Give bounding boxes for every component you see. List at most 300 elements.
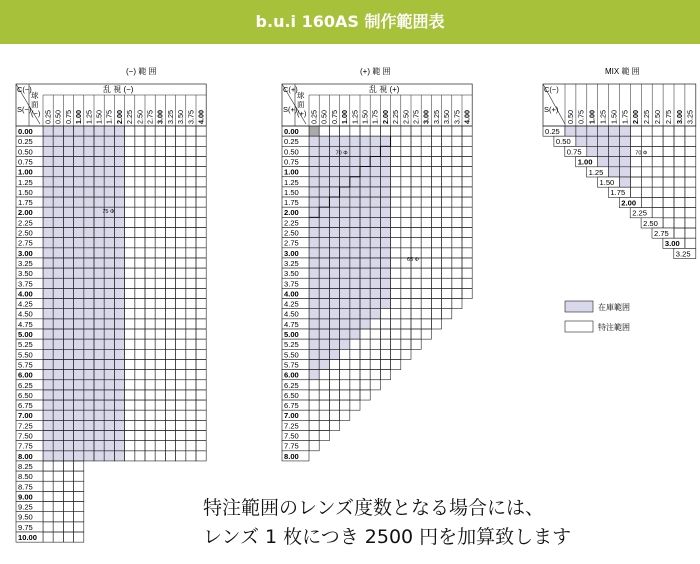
- plus-sph-label: 7.75: [284, 441, 299, 451]
- minus-cell: [135, 268, 145, 278]
- plus-cell: [360, 126, 370, 136]
- mix-stock-cell: [620, 126, 631, 136]
- minus-cell: [196, 187, 206, 197]
- mix-cyl-label: 1.75: [620, 110, 630, 124]
- minus-cell: [135, 390, 145, 400]
- minus-cell: [155, 278, 165, 288]
- plus-stock-cell: [309, 248, 319, 258]
- plus-stock-cell: [340, 319, 350, 329]
- plus-cell: [401, 187, 411, 197]
- plus-stock-cell: [350, 177, 360, 187]
- plus-cell: [431, 197, 441, 207]
- minus-cell: [196, 359, 206, 369]
- plus-stock-cell: [329, 228, 339, 238]
- plus-stock-cell: [309, 146, 319, 156]
- plus-cell: [401, 349, 411, 359]
- plus-cell: [421, 177, 431, 187]
- mix-sph-label: 1.00: [577, 157, 593, 167]
- plus-cell: [411, 156, 421, 166]
- plus-cell: [452, 248, 462, 258]
- mix-stock-cell: [598, 157, 609, 167]
- plus-cell: [401, 238, 411, 248]
- plus-cell: [350, 359, 360, 369]
- mix-sph-label: 1.25: [588, 167, 604, 177]
- minus-cell: [176, 248, 186, 258]
- plus-cell: [391, 299, 401, 309]
- mix-cell: [685, 126, 696, 136]
- mix-sph-label: 0.50: [555, 137, 571, 147]
- plus-cell: [421, 136, 431, 146]
- minus-cell: [186, 217, 196, 227]
- minus-sph-label: 3.50: [18, 269, 33, 279]
- minus-cell: [165, 177, 175, 187]
- minus-cell: [145, 339, 155, 349]
- minus-cell: [125, 309, 135, 319]
- plus-cell: [329, 400, 339, 410]
- plus-cyl-label: 4.00: [462, 110, 472, 124]
- plus-cell: [431, 156, 441, 166]
- minus-cell: [176, 156, 186, 166]
- plus-cell: [452, 177, 462, 187]
- plus-cell: [421, 146, 431, 156]
- plus-cell: [411, 278, 421, 288]
- minus-cell: [196, 126, 206, 136]
- plus-cell: [452, 217, 462, 227]
- plus-stock-cell: [309, 156, 319, 166]
- plus-cell: [309, 400, 319, 410]
- plus-table-title: (+) 範 囲: [360, 67, 391, 76]
- plus-cell: [401, 156, 411, 166]
- plus-cell: [452, 278, 462, 288]
- plus-cell: [350, 370, 360, 380]
- plus-cell: [309, 441, 319, 451]
- plus-stock-cell: [350, 197, 360, 207]
- minus-cell: [125, 349, 135, 359]
- plus-cell: [391, 136, 401, 146]
- plus-stock-cell: [370, 309, 380, 319]
- mix-cell: [674, 197, 685, 207]
- minus-sph-header: 面: [31, 100, 39, 109]
- minus-cell: [155, 339, 165, 349]
- minus-cell: [43, 471, 53, 481]
- minus-cell: [155, 268, 165, 278]
- plus-sph-label: 4.75: [284, 319, 299, 329]
- plus-sph-label: 7.25: [284, 421, 299, 431]
- minus-cell: [155, 187, 165, 197]
- plus-stock-cell: [340, 217, 350, 227]
- plus-stock-cell: [329, 217, 339, 227]
- plus-cell: [421, 278, 431, 288]
- minus-cell: [135, 329, 145, 339]
- minus-cell: [155, 420, 165, 430]
- plus-stock-cell: [329, 339, 339, 349]
- plus-stock-cell: [329, 156, 339, 166]
- plus-stock-cell: [360, 268, 370, 278]
- plus-stock-cell: [380, 217, 390, 227]
- plus-stock-cell: [340, 299, 350, 309]
- plus-cell: [391, 248, 401, 258]
- plus-cyl-label: 2.75: [411, 110, 421, 124]
- minus-cell: [186, 390, 196, 400]
- plus-cell: [360, 380, 370, 390]
- plus-cell: [442, 197, 452, 207]
- plus-cell: [421, 187, 431, 197]
- minus-cell: [125, 359, 135, 369]
- minus-cell: [155, 177, 165, 187]
- plus-cell: [442, 126, 452, 136]
- minus-cell: [74, 522, 84, 532]
- minus-cyl-label: 3.00: [155, 110, 165, 124]
- plus-cell: [442, 146, 452, 156]
- plus-stock-cell: [309, 370, 319, 380]
- minus-cell: [186, 167, 196, 177]
- plus-cell: [421, 329, 431, 339]
- mix-sph-label: 1.50: [599, 178, 615, 187]
- plus-stock-cell: [350, 156, 360, 166]
- plus-cyl-label: 3.00: [421, 110, 431, 124]
- minus-cell: [145, 370, 155, 380]
- minus-cell: [145, 146, 155, 156]
- minus-sph-label: 7.50: [18, 431, 33, 441]
- minus-cell: [125, 228, 135, 238]
- plus-cell: [391, 126, 401, 136]
- plus-cyl-label: 2.50: [401, 110, 411, 124]
- mix-cell: [685, 136, 696, 146]
- mix-cell: [663, 208, 674, 218]
- plus-sph-label: 1.50: [284, 187, 299, 197]
- plus-stock-cell: [319, 258, 329, 268]
- minus-cell: [176, 441, 186, 451]
- minus-cell: [196, 309, 206, 319]
- plus-cell: [411, 319, 421, 329]
- minus-cyl-label: 1.00: [74, 110, 84, 124]
- plus-cell: [329, 420, 339, 430]
- minus-cell: [53, 522, 63, 532]
- minus-cell: [74, 461, 84, 471]
- minus-cell: [165, 228, 175, 238]
- minus-cell: [145, 258, 155, 268]
- plus-cell: [442, 167, 452, 177]
- plus-stock-cell: [380, 187, 390, 197]
- mix-cell: [685, 228, 696, 238]
- minus-cell: [186, 288, 196, 298]
- minus-cell: [125, 370, 135, 380]
- plus-stock-cell: [319, 359, 329, 369]
- minus-cell: [145, 441, 155, 451]
- plus-stock-cell: [309, 167, 319, 177]
- mix-cell: [652, 167, 663, 177]
- mix-cyl-label: 1.25: [598, 110, 608, 124]
- plus-stock-cell: [329, 258, 339, 268]
- plus-stock-cell: [370, 197, 380, 207]
- minus-cell: [125, 278, 135, 288]
- plus-cell: [350, 349, 360, 359]
- mix-corner-cyl: C(−): [544, 85, 559, 94]
- minus-sph-label: 6.75: [18, 401, 33, 411]
- plus-cell: [462, 258, 472, 268]
- plus-cell: [401, 228, 411, 238]
- minus-cell: [53, 532, 63, 542]
- plus-cyl-label: 2.00: [380, 110, 390, 124]
- plus-stock-cell: [350, 228, 360, 238]
- minus-cell: [125, 268, 135, 278]
- plus-cell: [370, 359, 380, 369]
- plus-cell: [452, 156, 462, 166]
- plus-cell: [431, 167, 441, 177]
- plus-cell: [391, 228, 401, 238]
- plus-stock-cell: [319, 278, 329, 288]
- plus-stock-cell: [319, 238, 329, 248]
- minus-cell: [125, 451, 135, 461]
- minus-cell: [196, 380, 206, 390]
- minus-cell: [155, 441, 165, 451]
- minus-cell: [135, 370, 145, 380]
- plus-cell: [411, 288, 421, 298]
- plus-cell: [442, 187, 452, 197]
- mix-cell: [685, 208, 696, 218]
- plus-cell: [391, 288, 401, 298]
- plus-cell: [401, 126, 411, 136]
- plus-stock-cell: [350, 309, 360, 319]
- plus-stock-cell: [370, 238, 380, 248]
- plus-cell: [411, 299, 421, 309]
- minus-sph-label: 9.50: [18, 512, 33, 522]
- minus-cell: [145, 431, 155, 441]
- minus-cell: [176, 126, 186, 136]
- plus-sph-label: 4.00: [284, 289, 299, 299]
- mix-stock-cell: [620, 136, 631, 146]
- plus-sph-label: 2.00: [284, 208, 299, 218]
- plus-cell: [462, 248, 472, 258]
- plus-cell: [391, 258, 401, 268]
- minus-cell: [186, 349, 196, 359]
- plus-cell: [340, 400, 350, 410]
- minus-cyl-label: 1.75: [104, 110, 114, 124]
- plus-stock-cell: [380, 177, 390, 187]
- plus-cell: [452, 268, 462, 278]
- plus-cell: [380, 309, 390, 319]
- plus-stock-cell: [370, 288, 380, 298]
- mix-cell: [685, 177, 696, 187]
- minus-cell: [145, 187, 155, 197]
- minus-cell: [155, 146, 165, 156]
- minus-cell: [165, 319, 175, 329]
- minus-sph-label: 9.25: [18, 502, 33, 512]
- minus-sph-label: 1.50: [18, 187, 33, 197]
- minus-cell: [43, 512, 53, 522]
- minus-cell: [43, 522, 53, 532]
- plus-stock-cell: [329, 167, 339, 177]
- plus-stock-cell: [309, 288, 319, 298]
- minus-cell: [125, 146, 135, 156]
- minus-cell: [165, 390, 175, 400]
- minus-cell: [176, 370, 186, 380]
- minus-cell: [135, 309, 145, 319]
- minus-cell: [196, 217, 206, 227]
- plus-cell: [340, 380, 350, 390]
- plus-cell: [329, 359, 339, 369]
- minus-cell: [135, 207, 145, 217]
- minus-cell: [155, 451, 165, 461]
- plus-stock-cell: [380, 156, 390, 166]
- plus-cell: [380, 349, 390, 359]
- minus-cell: [186, 400, 196, 410]
- mix-stock-cell: [620, 177, 631, 187]
- minus-sph-label: 7.00: [18, 411, 33, 421]
- minus-cell: [145, 390, 155, 400]
- mix-cell: [674, 177, 685, 187]
- plus-cell: [431, 187, 441, 197]
- minus-cell: [125, 410, 135, 420]
- plus-cell: [421, 268, 431, 278]
- minus-cell: [145, 126, 155, 136]
- plus-cell: [462, 167, 472, 177]
- plus-cell: [401, 339, 411, 349]
- mix-cell: [641, 197, 652, 207]
- plus-cell: [431, 228, 441, 238]
- plus-sph-label: 5.50: [284, 350, 299, 360]
- minus-cell: [196, 238, 206, 248]
- minus-sph-label: 4.75: [18, 319, 33, 329]
- minus-cell: [196, 278, 206, 288]
- plus-cell: [452, 238, 462, 248]
- minus-sph-label: 6.25: [18, 380, 33, 390]
- minus-cell: [125, 238, 135, 248]
- plus-stock-cell: [360, 258, 370, 268]
- minus-cell: [135, 359, 145, 369]
- plus-cell: [411, 228, 421, 238]
- plus-cell: [411, 187, 421, 197]
- minus-cell: [186, 370, 196, 380]
- minus-cell: [74, 502, 84, 512]
- minus-cell: [186, 380, 196, 390]
- plus-cell: [391, 268, 401, 278]
- mix-cell: [685, 218, 696, 228]
- plus-stock-cell: [380, 258, 390, 268]
- mix-cell: [685, 197, 696, 207]
- mix-corner-sph: S(+): [544, 105, 559, 114]
- mix-cell: [652, 208, 663, 218]
- minus-cell: [135, 197, 145, 207]
- minus-cell: [43, 481, 53, 491]
- minus-cell: [145, 410, 155, 420]
- plus-cell: [442, 248, 452, 258]
- minus-cell: [186, 187, 196, 197]
- plus-cell: [391, 177, 401, 187]
- minus-corner-sph: S(−): [17, 105, 32, 114]
- plus-stock-cell: [350, 268, 360, 278]
- minus-cell: [43, 491, 53, 501]
- plus-stock-cell: [319, 319, 329, 329]
- minus-sph-label: 6.00: [18, 370, 33, 380]
- minus-cell: [135, 431, 145, 441]
- plus-cell: [411, 329, 421, 339]
- minus-cell: [176, 420, 186, 430]
- minus-cell: [165, 268, 175, 278]
- mix-cell: [685, 157, 696, 167]
- minus-cell: [186, 359, 196, 369]
- minus-cell: [53, 491, 63, 501]
- plus-sph-label: 1.75: [284, 198, 299, 208]
- plus-stock-cell: [350, 278, 360, 288]
- plus-cell: [442, 136, 452, 146]
- plus-stock-cell: [380, 207, 390, 217]
- plus-stock-cell: [370, 146, 380, 156]
- plus-cell: [401, 299, 411, 309]
- minus-cell: [155, 359, 165, 369]
- plus-stock-cell: [370, 217, 380, 227]
- mix-cell: [641, 157, 652, 167]
- minus-cell: [165, 349, 175, 359]
- minus-cell: [196, 136, 206, 146]
- plus-cell: [319, 431, 329, 441]
- minus-cell: [186, 410, 196, 420]
- plus-cell: [421, 126, 431, 136]
- minus-cell: [155, 288, 165, 298]
- minus-cell: [125, 187, 135, 197]
- mix-stock-cell: [609, 146, 620, 156]
- minus-sph-label: 4.50: [18, 309, 33, 319]
- plus-cyl-label: 3.50: [442, 110, 452, 124]
- minus-cell: [135, 299, 145, 309]
- plus-cell: [370, 349, 380, 359]
- plus-cell: [442, 156, 452, 166]
- plus-stock-cell: [350, 187, 360, 197]
- mix-cyl-label: 2.25: [642, 110, 652, 124]
- minus-cell: [186, 126, 196, 136]
- plus-stock-cell: [309, 207, 319, 217]
- plus-stock-cell: [329, 177, 339, 187]
- plus-cell: [421, 309, 431, 319]
- minus-sph-label: 8.75: [18, 482, 33, 492]
- minus-cell: [135, 156, 145, 166]
- plus-cell: [411, 309, 421, 319]
- plus-cyl-label: 1.00: [340, 110, 350, 124]
- minus-cell: [186, 299, 196, 309]
- minus-cell: [145, 228, 155, 238]
- plus-stock-cell: [380, 268, 390, 278]
- plus-stock-cell: [329, 299, 339, 309]
- legend-stock-swatch: [565, 301, 593, 312]
- plus-stock-cell: [360, 136, 370, 146]
- plus-stock-cell: [350, 299, 360, 309]
- plus-sph-label: 6.00: [284, 370, 299, 380]
- plus-cell: [370, 126, 380, 136]
- plus-stock-cell: [340, 156, 350, 166]
- plus-cell: [391, 278, 401, 288]
- plus-cell: [401, 167, 411, 177]
- footer-line-1: 特注範囲のレンズ度数となる場合には、: [203, 497, 544, 519]
- plus-stock-cell: [350, 217, 360, 227]
- plus-cell: [452, 187, 462, 197]
- minus-cell: [125, 400, 135, 410]
- plus-cell: [380, 319, 390, 329]
- plus-cyl-label: 1.75: [370, 110, 380, 124]
- minus-cell: [155, 258, 165, 268]
- plus-cell: [380, 329, 390, 339]
- plus-cell: [411, 167, 421, 177]
- mix-stock-cell: [598, 136, 609, 146]
- minus-cell: [176, 278, 186, 288]
- minus-cell: [165, 309, 175, 319]
- minus-cell: [176, 431, 186, 441]
- plus-cell: [391, 217, 401, 227]
- plus-cyl-label: 3.75: [452, 110, 462, 124]
- minus-cell: [165, 370, 175, 380]
- plus-stock-cell: [309, 319, 319, 329]
- minus-cell: [186, 431, 196, 441]
- plus-cell: [411, 136, 421, 146]
